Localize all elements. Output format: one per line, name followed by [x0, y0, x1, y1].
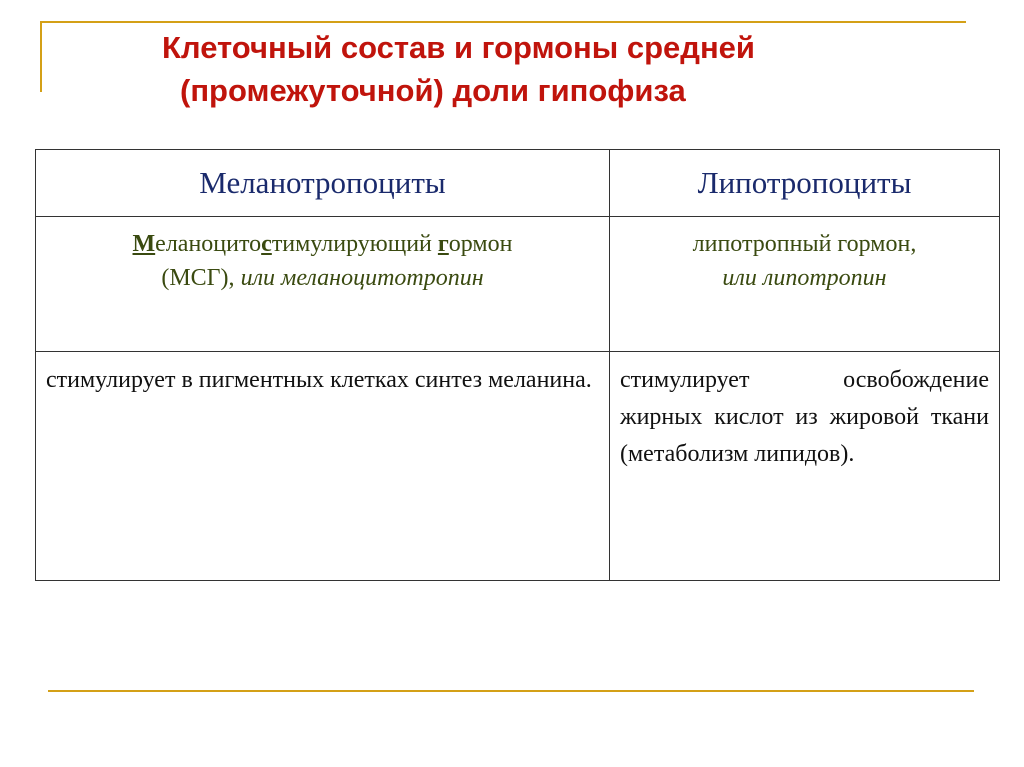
hormone-row [36, 217, 1000, 352]
lph-synonym: или липотропин [722, 265, 887, 291]
header-row [36, 150, 1000, 217]
msh-initial-g: г [437, 231, 449, 257]
decorative-left-line [40, 21, 42, 92]
header-melanotropocytes: Меланотропоциты [36, 150, 610, 217]
header-lipotropocytes: Липотропоциты [610, 150, 1000, 217]
lph-name: липотропный гормон, [692, 231, 917, 257]
decorative-bottom-line [48, 690, 974, 692]
msh-function-description: стимулирует в пигментных клетках синтез меланина. [36, 352, 610, 581]
description-row [36, 352, 1000, 581]
decorative-top-line [40, 21, 966, 23]
title-line-1: Клеточный состав и гормоны средней [162, 30, 755, 65]
hormone-lph-cell [610, 217, 1000, 352]
title-line-2: (промежуточной) доли гипофиза [180, 73, 686, 108]
msh-text-part1: еланоцито [155, 231, 262, 257]
cell-hormone-table [35, 149, 1000, 581]
msh-initial-s: с [261, 231, 272, 257]
msh-initial-m: М [132, 231, 156, 257]
lph-function-description: стимулирует освобождение жирных кислот из жировой ткани (метаболизм липидов). [610, 352, 1000, 581]
hormone-msh-cell [36, 217, 610, 352]
msh-text-part2: тимулирующий [271, 231, 438, 257]
msh-synonym: или меланоцитотропин [234, 265, 484, 291]
slide-title [130, 26, 970, 112]
msh-text-part3: ормон [448, 231, 513, 257]
msh-abbreviation: (МСГ), [161, 265, 235, 291]
